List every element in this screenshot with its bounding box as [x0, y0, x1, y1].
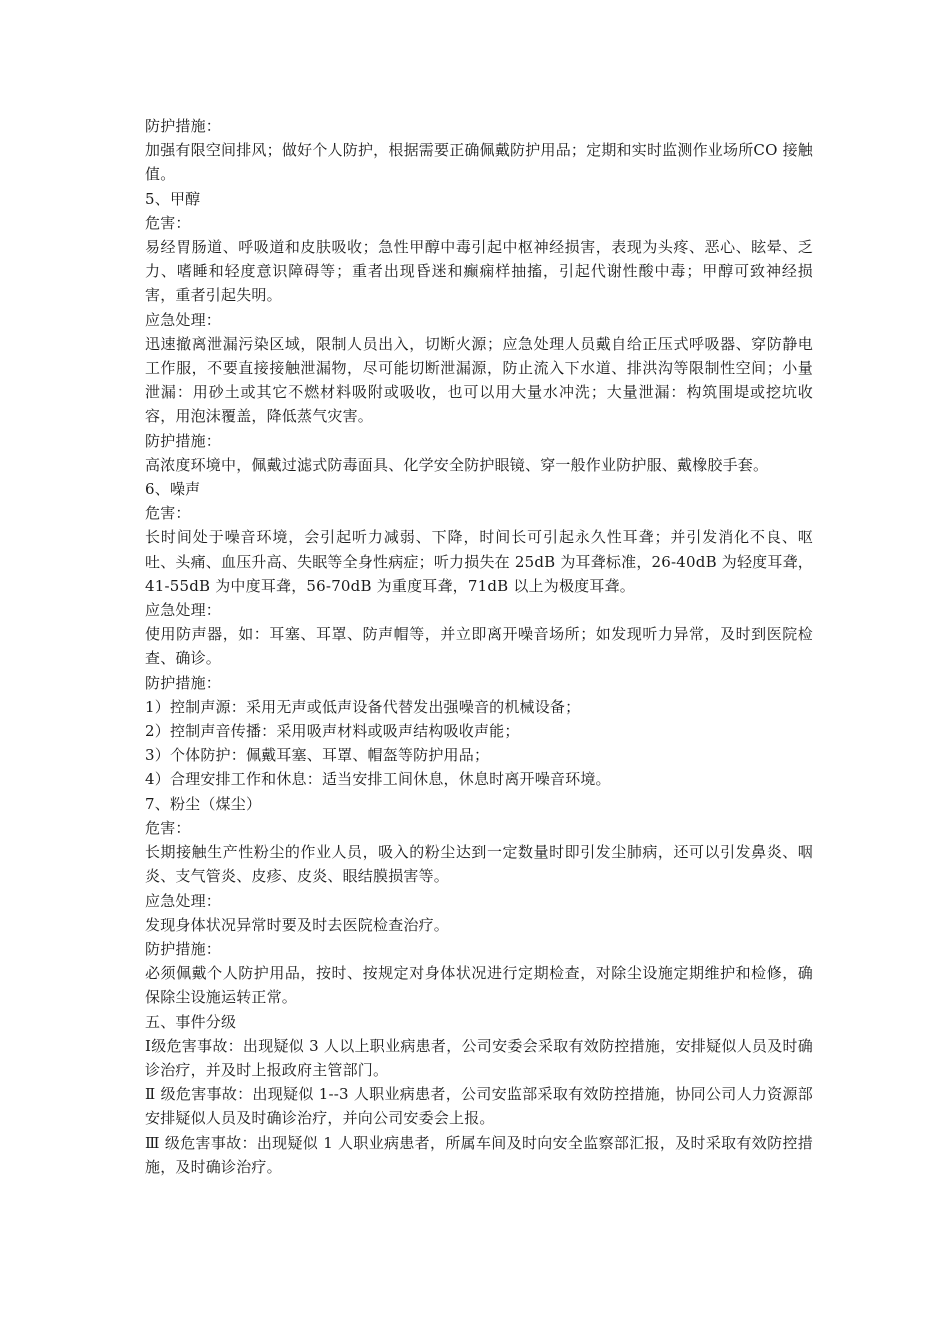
- paragraph: 发现身体状况异常时要及时去医院检查治疗。: [145, 915, 450, 934]
- section-heading: 防护措施：: [145, 431, 222, 450]
- section-heading: 应急处理：: [145, 601, 222, 620]
- section-heading: 6、噪声: [145, 480, 201, 499]
- section-heading: 7、粉尘（煤尘）: [145, 794, 262, 813]
- section-heading: 五、事件分级: [145, 1012, 237, 1031]
- paragraph: 长期接触生产性粉尘的作业人员，吸入的粉尘达到一定数量时即引发尘肺病，还可以引发鼻炎、咽炎、支气管炎、皮疹、皮炎、眼结膜损害等。: [145, 843, 813, 886]
- section-heading: 防护措施：: [145, 673, 222, 692]
- paragraph: 易经胃肠道、呼吸道和皮肤吸收；急性甲醇中毒引起中枢神经损害，表现为头疼、恶心、眩晕、乏力、嗜睡和轻度意识障碍等；重者出现昏迷和癫痫样抽搐，引起代谢性酸中毒；甲醇可致神经损害，重者引起失明。: [145, 238, 813, 305]
- section-heading: 防护措施：: [145, 117, 222, 135]
- paragraph: 加强有限空间排风；做好个人防护，根据需要正确佩戴防护用品；定期和实时监测作业场所CO 接触值。: [145, 141, 813, 184]
- list-item: 2）控制声音传播：采用吸声材料或吸声结构吸收声能；: [145, 722, 520, 741]
- document-body: [145, 114, 813, 1179]
- paragraph: Ⅲ 级危害事故：出现疑似 1 人职业病患者，所属车间及时向安全监察部汇报，及时采取有效防控措施，及时确诊治疗。: [145, 1133, 813, 1176]
- list-item: 1）控制声源：采用无声或低声设备代替发出强噪音的机械设备；: [145, 697, 581, 716]
- section-heading: 应急处理：: [145, 310, 222, 329]
- paragraph: Ⅰ级危害事故：出现疑似 3 人以上职业病患者，公司安委会采取有效防控措施，安排疑似人员及时确诊治疗，并及时上报政府主管部门。: [145, 1036, 813, 1079]
- paragraph: 使用防声器，如：耳塞、耳罩、防声帽等，并立即离开噪音场所；如发现听力异常，及时到医院检查、确诊。: [145, 625, 813, 668]
- section-heading: 防护措施：: [145, 939, 222, 958]
- list-item: 3）个体防护：佩戴耳塞、耳罩、帽盔等防护用品；: [145, 746, 490, 765]
- paragraph: 迅速撤离泄漏污染区域，限制人员出入，切断火源；应急处理人员戴自给正压式呼吸器、穿防静电工作服，不要直接接触泄漏物，尽可能切断泄漏源，防止流入下水道、排洪沟等限制性空间；小量泄漏：用砂土或其它不燃材料吸附或吸收，也可以用大量水冲洗；大量泄漏：构筑围堤或挖坑收容，用泡沫覆盖，降低蒸气灾害。: [145, 334, 813, 426]
- section-heading: 危害：: [145, 504, 191, 523]
- list-item: 4）合理安排工作和休息：适当安排工间休息，休息时离开噪音环境。: [145, 770, 611, 789]
- paragraph: 长时间处于噪音环境，会引起听力减弱、下降，时间长可引起永久性耳聋；并引发消化不良、呕吐、头痛、血压升高、失眠等全身性病症；听力损失在 25dB 为耳聋标准，26-40dB 为轻度耳聋，41-55dB 为中度耳聋，56-70dB 为重度耳聋，71dB 以上为极度耳聋。: [145, 528, 813, 595]
- paragraph: 必须佩戴个人防护用品，按时、按规定对身体状况进行定期检查，对除尘设施定期维护和检修，确保除尘设施运转正常。: [145, 964, 813, 1007]
- paragraph: Ⅱ 级危害事故：出现疑似 1--3 人职业病患者，公司安监部采取有效防控措施，协同公司人力资源部安排疑似人员及时确诊治疗，并向公司安委会上报。: [145, 1085, 813, 1128]
- section-heading: 5、甲醇: [145, 189, 201, 208]
- paragraph: 高浓度环境中，佩戴过滤式防毒面具、化学安全防护眼镜、穿一般作业防护服、戴橡胶手套。: [145, 455, 769, 474]
- section-heading: 危害：: [145, 213, 191, 232]
- section-heading: 应急处理：: [145, 891, 222, 910]
- section-heading: 危害：: [145, 818, 191, 837]
